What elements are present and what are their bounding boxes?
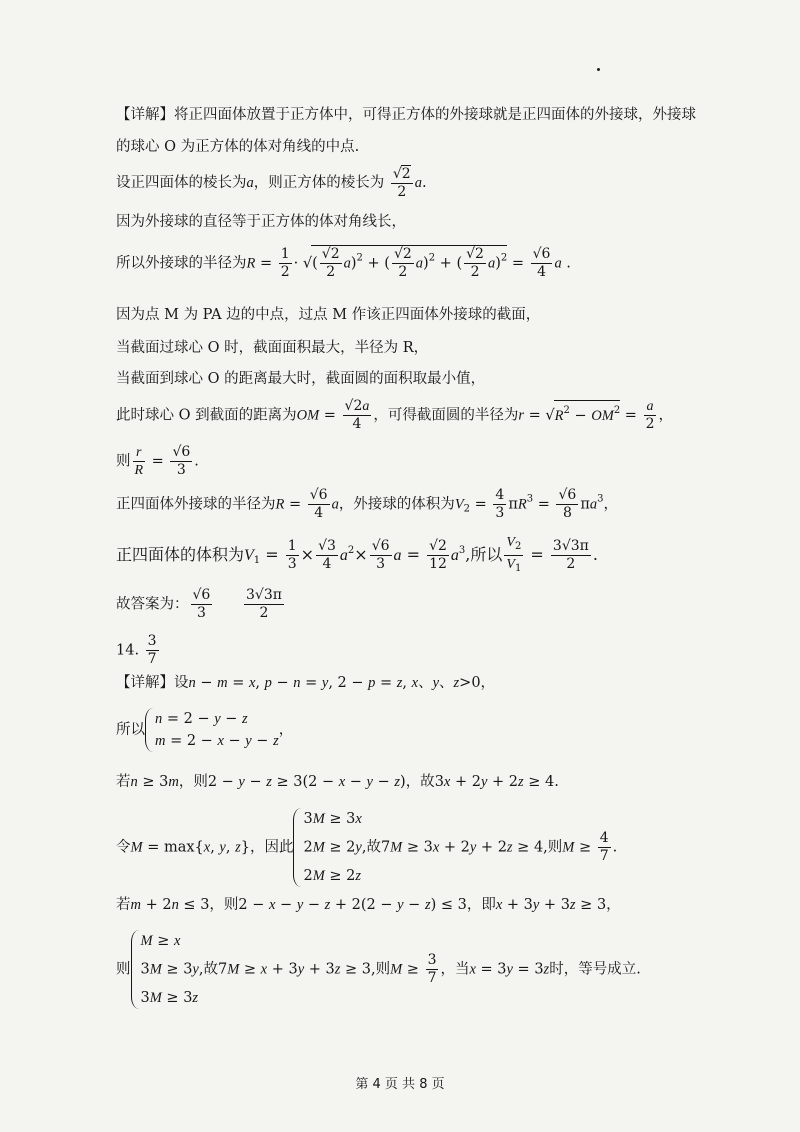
max-m-line-1: 令M = max{x, y, z}，因此 3M ≥ 3x 2M ≥ 2y,故7M ≥ 3x + 2y + 2z ≥ 4,则M ≥ $\frac{4}{7}$ . 2M ≥ 2z [116, 808, 617, 887]
point-m-line: 因为点 M 为 PA 边的中点，过点 M 作该正四面体外接球的截面， [116, 307, 541, 323]
radius-formula-line: 所以外接球的半径为R = $\frac{1}{2}$ · √( $\frac{√2}{2}$ a)$^2$ + ( $\frac{√2}{2}$ a)$^2$ + ( $\frac{√2}{2}$ a)$^2$ = $\frac{√6}{4}$ a . [116, 246, 571, 280]
scan-speck [597, 68, 600, 71]
max-section-line: 当截面过球心 O 时，截面面积最大，半径为 R， [116, 340, 429, 356]
system-line: 所以 n = 2 − y − z m = 2 − x − y − z ， [116, 708, 293, 752]
diameter-line: 因为外接球的直径等于正方体的体对角线长， [116, 214, 406, 230]
answer-line-13: 故答案为： $\frac{√6}{3}$ $\frac{3√3\pi}{2}$ [116, 587, 282, 621]
detail-line-1: 【详解】将正四面体放置于正方体中，可得正方体的外接球就是正四面体的外接球，外接球 [116, 107, 696, 123]
inequality-line-1: 若n ≥ 3m，则2 − y − z ≥ 3(2 − x − y − z)，故3x + 2y + 2z ≥ 4. [116, 774, 559, 790]
ratio-line: 则 $\frac{r}{R}$ = $\frac{√6}{3}$ . [116, 444, 199, 478]
min-section-line: 当截面到球心 O 的距离最大时，截面圆的面积取最小值， [116, 371, 486, 387]
page-footer: 第 4 页 共 8 页 [355, 1077, 445, 1092]
sphere-volume-line: 正四面体外接球的半径为R = $\frac{√6}{4}$ a，外接球的体积为$V_2$ = $\frac{4}{3}$ $\pi R^3$ = $\frac{√6}{8}$ $\pi a^3$， [116, 487, 618, 521]
detail-line-2: 的球心 O 为正方体的体对角线的中点. [116, 139, 360, 155]
max-m-line-2: 则 M ≥ x 3M ≥ 3y,故7M ≥ x + 3y + 3z ≥ 3,则M ≥ $\frac{3}{7}$ ，当x = 3y = 3z时，等号成立. 3M ≥ 3z [116, 930, 641, 1009]
tetra-volume-line: 正四面体的体积为$V_1$ = $\frac{1}{3}$ × $\frac{√3}{4}$ $a^2\times$ $\frac{√6}{3}$ a = $\frac{√2}{12}$ $a^3$,所以 $\frac{V_2}{V_1}$ = $\frac{3√3\pi}{2}$ . [116, 535, 598, 574]
question-14-answer: 14. $\frac{3}{7}$ [116, 633, 157, 667]
inequality-line-2: 若m + 2n ≤ 3，则2 − x − y − z + 2(2 − y − z) ≤ 3，即x + 3y + 3z ≥ 3， [116, 897, 621, 913]
om-distance-line: 此时球心 O 到截面的距离为OM = $\frac{√2a}{4}$ ，可得截面圆的半径为$r = √R^2 - OM^2$ = $\frac{a}{2}$ ， [116, 398, 673, 432]
edge-length-line: 设正四面体的棱长为a，则正方体的棱长为 $\frac{√2}{2}$ a. [116, 166, 427, 200]
substitution-line: 【详解】设n − m = x, p − n = y, 2 − p = z, x、y、z>0， [116, 675, 496, 691]
